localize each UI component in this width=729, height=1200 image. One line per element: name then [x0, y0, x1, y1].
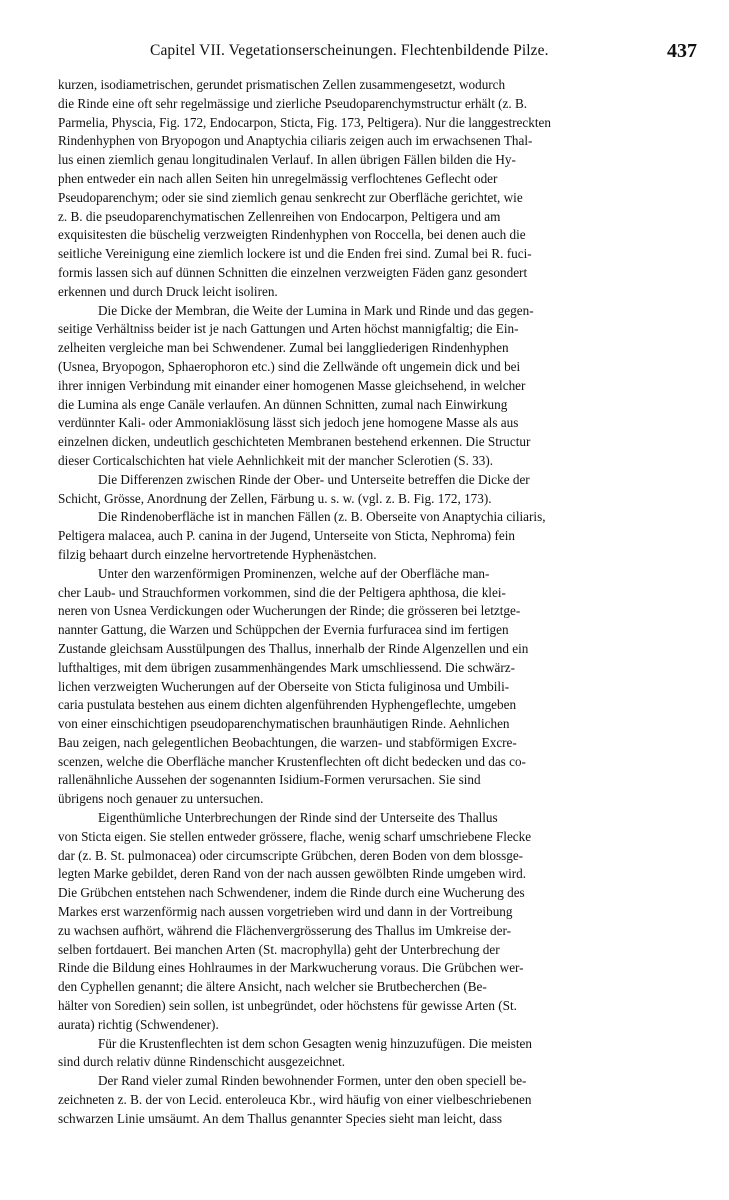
- text-line: Bau zeigen, nach gelegentlichen Beobachtungen, die warzen- und stabförmigen Excre-: [58, 734, 517, 750]
- text-line: selben fortdauert. Bei manchen Arten (St. macrophylla) geht der Unterbrechung der: [58, 941, 500, 957]
- text-line: dieser Corticalschichten hat viele Aehnlichkeit mit der mancher Sclerotien (S. 33).: [58, 452, 494, 468]
- text-line: hälter von Soredien) sein sollen, ist unbegründet, oder höchstens für gewisse Arten (St.: [58, 998, 517, 1014]
- text-line: scenzen, welche die Oberfläche mancher Krustenflechten oft dicht bedecken und das co-: [58, 753, 526, 769]
- text-line: die Rinde eine oft sehr regelmässige und zierliche Pseudoparenchymstructur erhält (z. B.: [58, 95, 528, 111]
- text-line: seitige Verhältniss beider ist je nach Gattungen und Arten höchst mannigfaltig; die Ein-: [58, 321, 519, 337]
- text-line: Pseudoparenchym; oder sie sind ziemlich genau senkrecht zur Oberfläche gerichtet, wie: [58, 189, 523, 205]
- text-line: übrigens noch genauer zu untersuchen.: [58, 791, 264, 807]
- paragraph: [58, 565, 686, 809]
- text-line: lus einen ziemlich genau longitudinalen Verlauf. In allen übrigen Fällen bilden die Hy-: [58, 152, 516, 168]
- text-line: filzig behaart durch einzelne hervortretende Hyphenästchen.: [58, 546, 377, 562]
- text-line: formis lassen sich auf dünnen Schnitten die einzelnen verzweigten Fäden ganz gesondert: [58, 264, 528, 280]
- text-line: Zustande gleichsam Ausstülpungen des Thallus, innerhalb der Rinde Algenzellen und ein: [58, 640, 529, 656]
- paragraph: [58, 1035, 686, 1073]
- paragraph: [58, 302, 686, 471]
- text-line: verdünnter Kali- oder Ammoniaklösung lässt sich jedoch jene homogene Masse als aus: [58, 415, 519, 431]
- text-line: Rindenhyphen von Bryopogon und Anaptychia ciliaris zeigen auch im erwachsenen Thal-: [58, 133, 533, 149]
- page-header: [0, 40, 729, 80]
- text-line: sind durch relativ dünne Rindenschicht ausgezeichnet.: [58, 1054, 346, 1070]
- text-line: Die Differenzen zwischen Rinde der Ober- und Unterseite betreffen die Dicke der: [98, 471, 530, 487]
- text-line: Peltigera malacea, auch P. canina in der Jugend, Unterseite von Sticta, Nephroma) fein: [58, 528, 516, 544]
- text-line: nannter Gattung, die Warzen und Schüppchen der Evernia furfuracea sind im fertigen: [58, 622, 509, 638]
- text-line: einzelnen dicken, undeutlich geschichteten Membranen bestehend erkennen. Die Structur: [58, 434, 531, 450]
- text-line: dar (z. B. St. pulmonacea) oder circumscripte Grübchen, deren Boden von dem blossge-: [58, 847, 524, 863]
- paragraph: [58, 471, 686, 509]
- text-line: Parmelia, Physcia, Fig. 172, Endocarpon, Sticta, Fig. 173, Peltigera). Nur die langgestreckten: [58, 114, 551, 130]
- text-line: z. B. die pseudoparenchymatischen Zellenreihen von Endocarpon, Peltigera und am: [58, 208, 501, 224]
- text-line: schwarzen Linie umsäumt. An dem Thallus genannter Species sieht man leicht, dass: [58, 1110, 502, 1126]
- text-line: ihrer innigen Verbindung mit einander einer homogenen Masse gleichsehend, in welcher: [58, 377, 526, 393]
- running-head: Capitel VII. Vegetationserscheinungen. Flechtenbildende Pilze.: [150, 42, 549, 59]
- text-line: cher Laub- und Strauchformen vorkommen, sind die der Peltigera aphthosa, die klei-: [58, 584, 506, 600]
- text-line: Unter den warzenförmigen Prominenzen, welche auf der Oberfläche man-: [98, 565, 490, 581]
- page-number: 437: [667, 40, 697, 62]
- body-text: [58, 76, 686, 1129]
- text-line: von Sticta eigen. Sie stellen entweder grössere, flache, wenig scharf umschriebene Flecke: [58, 828, 532, 844]
- text-line: Die Dicke der Membran, die Weite der Lumina in Mark und Rinde und das gegen-: [98, 302, 534, 318]
- text-line: Der Rand vieler zumal Rinden bewohnender Formen, unter den oben speciell be-: [98, 1073, 527, 1089]
- text-line: legten Marke gebildet, deren Rand von der nach aussen gewölbten Rinde umgeben wird.: [58, 866, 527, 882]
- text-line: Die Grübchen entstehen nach Schwendener, indem die Rinde durch eine Wucherung des: [58, 885, 525, 901]
- text-line: aurata) richtig (Schwendener).: [58, 1016, 219, 1032]
- text-line: kurzen, isodiametrischen, gerundet prismatischen Zellen zusammengesetzt, wodurch: [58, 77, 506, 92]
- paragraph: [58, 1072, 686, 1128]
- text-line: exquisitesten die büschelig verzweigten Rindenhyphen von Roccella, bei denen auch die: [58, 227, 526, 243]
- text-line: phen entweder ein nach allen Seiten hin unregelmässig verflochtenes Geflecht oder: [58, 170, 498, 186]
- paragraph: [58, 508, 686, 564]
- text-line: (Usnea, Bryopogon, Sphaerophoron etc.) sind die Zellwände oft ungemein dick und bei: [58, 358, 521, 374]
- text-line: Markes erst warzenförmig nach aussen vorgetrieben wird und dann in der Vortreibung: [58, 904, 513, 920]
- text-line: von einer einschichtigen pseudoparenchymatischen braunhäutigen Rinde. Aehnlichen: [58, 716, 510, 732]
- text-line: zu wachsen aufhört, während die Flächenvergrösserung des Thallus im Umkreise der-: [58, 922, 511, 938]
- text-line: neren von Usnea Verdickungen oder Wucherungen der Rinde; die grösseren bei letztge-: [58, 603, 521, 619]
- text-line: den Cyphellen genannt; die ältere Ansicht, nach welcher sie Brutbecherchen (Be-: [58, 979, 487, 995]
- text-line: lufthaltiges, mit dem übrigen zusammenhängendes Mark umschliessend. Die schwärz-: [58, 659, 516, 675]
- text-line: Rinde die Bildung eines Hohlraumes in der Markwucherung voraus. Die Grübchen wer-: [58, 960, 524, 976]
- text-line: erkennen und durch Druck leicht isoliren.: [58, 283, 278, 299]
- text-line: die Lumina als enge Canäle verlaufen. An dünnen Schnitten, zumal nach Einwirkung: [58, 396, 508, 412]
- text-line: zeichneten z. B. der von Lecid. enteroleuca Kbr., wird häufig von einer vielbeschriebenen: [58, 1092, 532, 1108]
- paragraph: [58, 809, 686, 1035]
- text-line: caria pustulata bestehen aus einem dichten algenführenden Hyphengeflechte, umgeben: [58, 697, 517, 713]
- text-line: Schicht, Grösse, Anordnung der Zellen, Färbung u. s. w. (vgl. z. B. Fig. 172, 173).: [58, 490, 492, 506]
- paragraph: [58, 76, 686, 302]
- text-line: seitliche Vereinigung eine ziemlich lockere ist und die Enden frei sind. Zumal bei R. fuci-: [58, 246, 532, 262]
- text-line: Die Rindenoberfläche ist in manchen Fällen (z. B. Oberseite von Anaptychia ciliaris,: [98, 509, 546, 525]
- text-line: lichen verzweigten Wucherungen auf der Oberseite von Sticta fuliginosa und Umbili-: [58, 678, 510, 694]
- text-line: rallenähnliche Aussehen der sogenannten Isidium-Formen verursachen. Sie sind: [58, 772, 481, 788]
- text-line: zelheiten vergleiche man bei Schwendener. Zumal bei langgliederigen Rindenhyphen: [58, 340, 509, 356]
- text-line: Eigenthümliche Unterbrechungen der Rinde sind der Unterseite des Thallus: [98, 810, 498, 826]
- text-line: Für die Krustenflechten ist dem schon Gesagten wenig hinzuzufügen. Die meisten: [98, 1035, 532, 1051]
